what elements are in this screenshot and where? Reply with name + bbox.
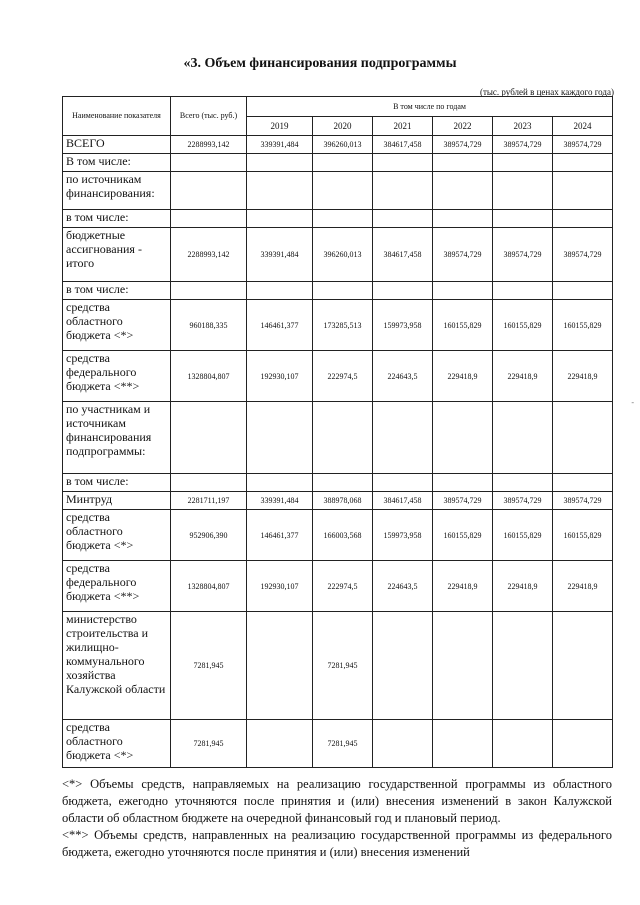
header-year: 2024 [553,117,613,136]
row-year-value [373,402,433,474]
table-row [63,720,613,768]
table-row [63,210,613,228]
row-year-value: 339391,484 [247,228,313,282]
row-year-value: 224643,5 [373,561,433,612]
table-row [63,282,613,300]
row-label: в том числе: [63,210,171,228]
footnote-federal: <**> Объемы средств, направленных на реализацию государственной программы из федерального бюджета, ежегодно уточняются после принятия и (или) внесения изменений [62,828,612,859]
row-year-value: 7281,945 [313,612,373,720]
row-year-value [493,402,553,474]
row-year-value: 339391,484 [247,136,313,154]
header-year: 2019 [247,117,313,136]
row-year-value: 159973,958 [373,510,433,561]
row-year-value [313,154,373,172]
row-year-value [433,172,493,210]
row-total [171,282,247,300]
row-total: 960188,335 [171,300,247,351]
row-year-value [553,720,613,768]
row-total: 2288993,142 [171,228,247,282]
margin-mark: - [631,398,634,407]
row-year-value: 229418,9 [493,351,553,402]
table-row [63,492,613,510]
financing-table [62,96,613,768]
row-year-value [373,282,433,300]
row-year-value [313,282,373,300]
row-total: 7281,945 [171,720,247,768]
row-year-value: 160155,829 [553,510,613,561]
header-year: 2022 [433,117,493,136]
row-year-value [313,172,373,210]
row-year-value [247,474,313,492]
row-year-value [553,210,613,228]
row-year-value: 7281,945 [313,720,373,768]
row-year-value: 173285,513 [313,300,373,351]
table-row [63,561,613,612]
row-year-value [247,612,313,720]
row-total [171,474,247,492]
header-name: Наименование показателя [63,97,171,136]
row-year-value [373,720,433,768]
row-year-value: 396260,013 [313,136,373,154]
row-year-value: 160155,829 [553,300,613,351]
row-year-value: 192930,107 [247,561,313,612]
row-year-value [493,720,553,768]
row-label: средства федерального бюджета <**> [63,351,171,402]
row-year-value [553,172,613,210]
row-year-value [247,720,313,768]
header-year: 2023 [493,117,553,136]
row-label: средства областного бюджета <*> [63,300,171,351]
row-total: 1328804,807 [171,561,247,612]
row-total: 2281711,197 [171,492,247,510]
row-year-value: 146461,377 [247,510,313,561]
table-row [63,351,613,402]
row-year-value [247,210,313,228]
row-year-value: 389574,729 [433,228,493,282]
row-year-value: 389574,729 [493,228,553,282]
row-year-value: 160155,829 [493,510,553,561]
header-years-group: В том числе по годам [247,97,613,117]
row-year-value: 229418,9 [433,351,493,402]
row-label: ВСЕГО [63,136,171,154]
row-year-value: 384617,458 [373,228,433,282]
row-year-value [553,612,613,720]
row-year-value: 224643,5 [373,351,433,402]
row-year-value [313,402,373,474]
row-label: по участникам и источникам финансирования подпрограммы: [63,402,171,474]
row-year-value: 192930,107 [247,351,313,402]
row-year-value [373,172,433,210]
row-year-value: 389574,729 [433,136,493,154]
row-year-value [373,210,433,228]
row-year-value [553,154,613,172]
row-year-value: 160155,829 [433,510,493,561]
table-row [63,474,613,492]
row-year-value: 229418,9 [493,561,553,612]
table-row [63,172,613,210]
row-year-value [247,154,313,172]
row-total [171,172,247,210]
row-year-value: 389574,729 [493,136,553,154]
header-year: 2021 [373,117,433,136]
row-year-value: 166003,568 [313,510,373,561]
row-year-value [373,154,433,172]
row-year-value [247,172,313,210]
table-row [63,612,613,720]
row-label: средства федерального бюджета <**> [63,561,171,612]
row-label: средства областного бюджета <*> [63,720,171,768]
table-row [63,510,613,561]
row-year-value [493,154,553,172]
row-year-value [493,612,553,720]
row-year-value: 389574,729 [553,492,613,510]
row-year-value [433,210,493,228]
table-header [63,97,613,136]
table-row [63,136,613,154]
row-year-value [313,210,373,228]
row-year-value: 229418,9 [553,351,613,402]
row-year-value [553,474,613,492]
row-year-value: 160155,829 [493,300,553,351]
row-year-value: 339391,484 [247,492,313,510]
section-title: «3. Объем финансирования подпрограммы [183,56,457,71]
row-label: по источникам финансирования: [63,172,171,210]
row-year-value [553,282,613,300]
unit-note: (тыс. рублей в ценах каждого года) [479,87,614,97]
row-year-value [493,172,553,210]
row-year-value: 389574,729 [433,492,493,510]
row-year-value [553,402,613,474]
row-year-value: 388978,068 [313,492,373,510]
footnote-regional: <*> Объемы средств, направляемых на реализацию государственной программы из областного бюджета, ежегодно уточняются после принятия и (или) внесения изменений в закон Калужской области об областном бюджете на очередной финансовый год и плановый период. [62,777,612,825]
row-year-value [313,474,373,492]
row-year-value [433,474,493,492]
row-label: министерство строительства и жилищно-коммунального хозяйства Калужской области [63,612,171,720]
row-total: 1328804,807 [171,351,247,402]
row-total: 952906,390 [171,510,247,561]
row-year-value [373,474,433,492]
row-year-value: 229418,9 [433,561,493,612]
table-row [63,228,613,282]
row-year-value [433,154,493,172]
table-row [63,402,613,474]
table-body [63,136,613,768]
header-total: Всего (тыс. руб.) [171,97,247,136]
row-year-value [433,720,493,768]
row-year-value: 222974,5 [313,561,373,612]
row-year-value: 384617,458 [373,492,433,510]
row-total [171,402,247,474]
row-total [171,210,247,228]
row-year-value [493,210,553,228]
row-year-value [493,474,553,492]
row-year-value: 396260,013 [313,228,373,282]
row-year-value [493,282,553,300]
table-row [63,300,613,351]
row-year-value: 222974,5 [313,351,373,402]
row-year-value: 146461,377 [247,300,313,351]
row-year-value [433,402,493,474]
row-year-value: 389574,729 [553,228,613,282]
header-year: 2020 [313,117,373,136]
row-year-value: 229418,9 [553,561,613,612]
row-year-value [247,402,313,474]
row-label: В том числе: [63,154,171,172]
row-year-value [247,282,313,300]
row-total [171,154,247,172]
row-year-value: 389574,729 [493,492,553,510]
row-year-value: 384617,458 [373,136,433,154]
row-year-value [433,282,493,300]
row-total: 7281,945 [171,612,247,720]
row-label: в том числе: [63,474,171,492]
row-label: в том числе: [63,282,171,300]
table-row [63,154,613,172]
row-label: Минтруд [63,492,171,510]
row-year-value: 159973,958 [373,300,433,351]
row-year-value: 389574,729 [553,136,613,154]
row-year-value: 160155,829 [433,300,493,351]
row-label: средства областного бюджета <*> [63,510,171,561]
row-total: 2288993,142 [171,136,247,154]
row-label: бюджетные ассигнования - итого [63,228,171,282]
row-year-value [373,612,433,720]
row-year-value [433,612,493,720]
